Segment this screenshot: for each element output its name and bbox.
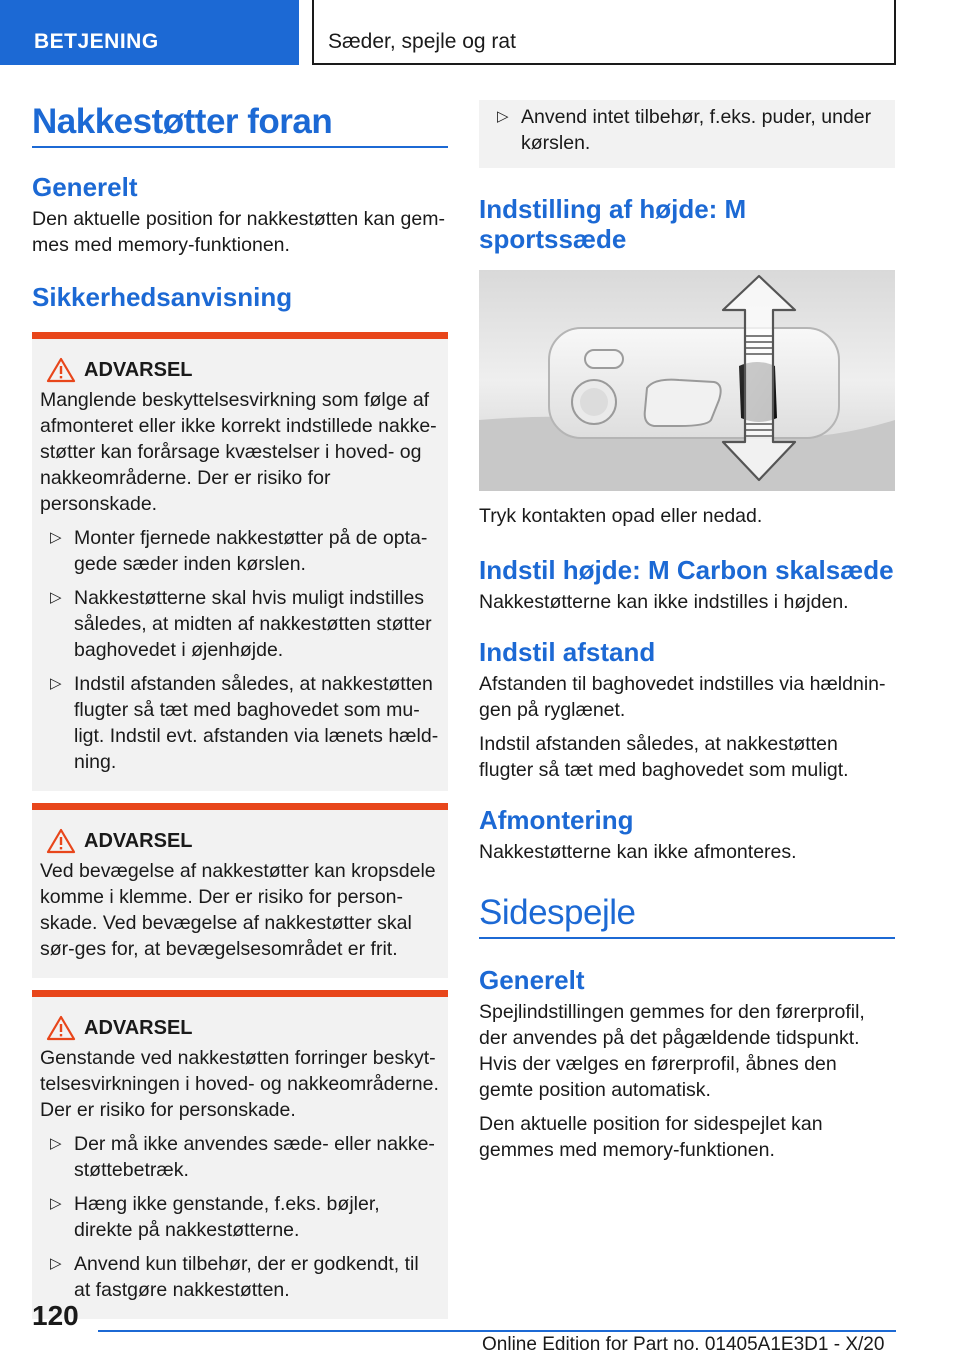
warning-triangle-icon xyxy=(46,357,76,383)
afstand-text-1: Afstanden til baghovedet indstilles via hældnin-gen på ryglænet. xyxy=(479,673,886,721)
right-column xyxy=(479,100,895,1163)
section-heading-sikkerhed: Sikkerhedsanvisning xyxy=(32,282,293,312)
warning-bullet-list xyxy=(40,1131,440,1303)
section-title-sidespejle: Sidespejle xyxy=(479,893,636,932)
warning-box xyxy=(32,990,448,1319)
warning-title: ADVARSEL xyxy=(40,357,440,383)
warning-triangle-icon xyxy=(46,828,76,854)
section-heading-generelt-spejle: Generelt xyxy=(479,965,585,995)
spejle-generelt-text-2: Den aktuelle position for sidespejlet kan gemmes med memory-funktionen. xyxy=(479,1113,823,1161)
carbon-text: Nakkestøtterne kan ikke indstilles i højden. xyxy=(479,591,849,613)
footer-rule xyxy=(98,1330,896,1332)
triangle-bullet-icon: ▷ xyxy=(50,589,62,606)
header-section-label: BETJENING xyxy=(34,30,159,53)
title-rule xyxy=(479,937,895,939)
warning-triangle-icon xyxy=(46,1015,76,1041)
section-heading-carbon: Indstil højde: M Carbon skalsæde xyxy=(479,555,894,585)
warning-bullet-list xyxy=(40,525,440,775)
section-heading-generelt: Generelt xyxy=(32,172,138,202)
list-item: ▷ Der må ikke anvendes sæde- eller nakke-støttebetræk. xyxy=(50,1133,435,1181)
triangle-bullet-icon: ▷ xyxy=(50,1195,62,1212)
warning-bullet-list xyxy=(487,104,887,156)
title-rule xyxy=(32,146,448,148)
list-item: ▷ Indstil afstanden således, at nakkestøtten flugter så tæt med baghovedet som mu-ligt. Indstil evt. afstanden via lænets hæld-ning. xyxy=(50,673,439,773)
generelt-text: Den aktuelle position for nakkestøtten kan gem-mes med memory-funktionen. xyxy=(32,208,445,256)
triangle-bullet-icon: ▷ xyxy=(497,108,509,125)
section-heading-afmontering: Afmontering xyxy=(479,805,634,835)
warning-text: Manglende beskyttelsesvirkning som følge af afmonteret eller ikke korrekt indstillede nakke-støtter kan forårsage kvæstelser i hoved- og nakkeområderne. Der er risiko for personskade. xyxy=(40,389,437,515)
warning-text: Genstande ved nakkestøtten forringer beskyt-telsesvirkningen i hoved- og nakkeområderne. Der er risiko for personskade. xyxy=(40,1047,439,1121)
list-item: ▷ Anvend intet tilbehør, f.eks. puder, under kørslen. xyxy=(497,106,872,154)
triangle-bullet-icon: ▷ xyxy=(50,1135,62,1152)
afstand-text-2: Indstil afstanden således, at nakkestøtten flugter så tæt med baghovedet som muligt. xyxy=(479,733,849,781)
seat-switch-photo xyxy=(479,270,895,491)
header-chapter-box xyxy=(312,0,896,65)
footer-edition: Online Edition for Part no. 01405A1E3D1 - X/20 xyxy=(482,1334,885,1355)
warning-continuation-box xyxy=(479,100,895,168)
afmontering-text: Nakkestøtterne kan ikke afmonteres. xyxy=(479,841,797,863)
triangle-bullet-icon: ▷ xyxy=(50,1255,62,1272)
header-chapter-label: Sæder, spejle og rat xyxy=(328,30,516,53)
warning-text: Ved bevægelse af nakkestøtter kan kropsdele komme i klemme. Der er risiko for person-skade. Ved bevægelse af nakkestøtter skal sør-ges for, at bevægelsesområdet er frit. xyxy=(40,860,436,960)
list-item: ▷ Nakkestøtterne skal hvis muligt indstilles således, at midten af nakkestøtten støtter baghovedet i øjenhøjde. xyxy=(50,587,432,661)
warning-box xyxy=(32,803,448,978)
spejle-generelt-text-1: Spejlindstillingen gemmes for den førerprofil, der anvendes på det pågældende tidspunkt. Hvis der vælges en førerprofil, åbnes den gemte position automatisk. xyxy=(479,1001,865,1101)
page-number: 120 xyxy=(32,1300,79,1331)
list-item: ▷ Hæng ikke genstande, f.eks. bøjler, direkte på nakkestøtterne. xyxy=(50,1193,380,1241)
section-heading-hoejde-m: Indstilling af højde: M sportssæde xyxy=(479,194,747,254)
triangle-bullet-icon: ▷ xyxy=(50,529,62,546)
warning-box xyxy=(32,332,448,791)
page-title: Nakkestøtter foran xyxy=(32,102,333,141)
photo-caption: Tryk kontakten opad eller nedad. xyxy=(479,505,763,527)
list-item: ▷ Monter fjernede nakkestøtter på de opta-gede sæder inden kørslen. xyxy=(50,527,428,575)
list-item: ▷ Anvend kun tilbehør, der er godkendt, til at fastgøre nakkestøtten. xyxy=(50,1253,419,1301)
warning-title: ADVARSEL xyxy=(40,1015,440,1041)
section-heading-afstand: Indstil afstand xyxy=(479,637,656,667)
left-column xyxy=(32,100,448,1319)
triangle-bullet-icon: ▷ xyxy=(50,675,62,692)
warning-title: ADVARSEL xyxy=(40,828,440,854)
header-section-tab xyxy=(0,0,299,65)
